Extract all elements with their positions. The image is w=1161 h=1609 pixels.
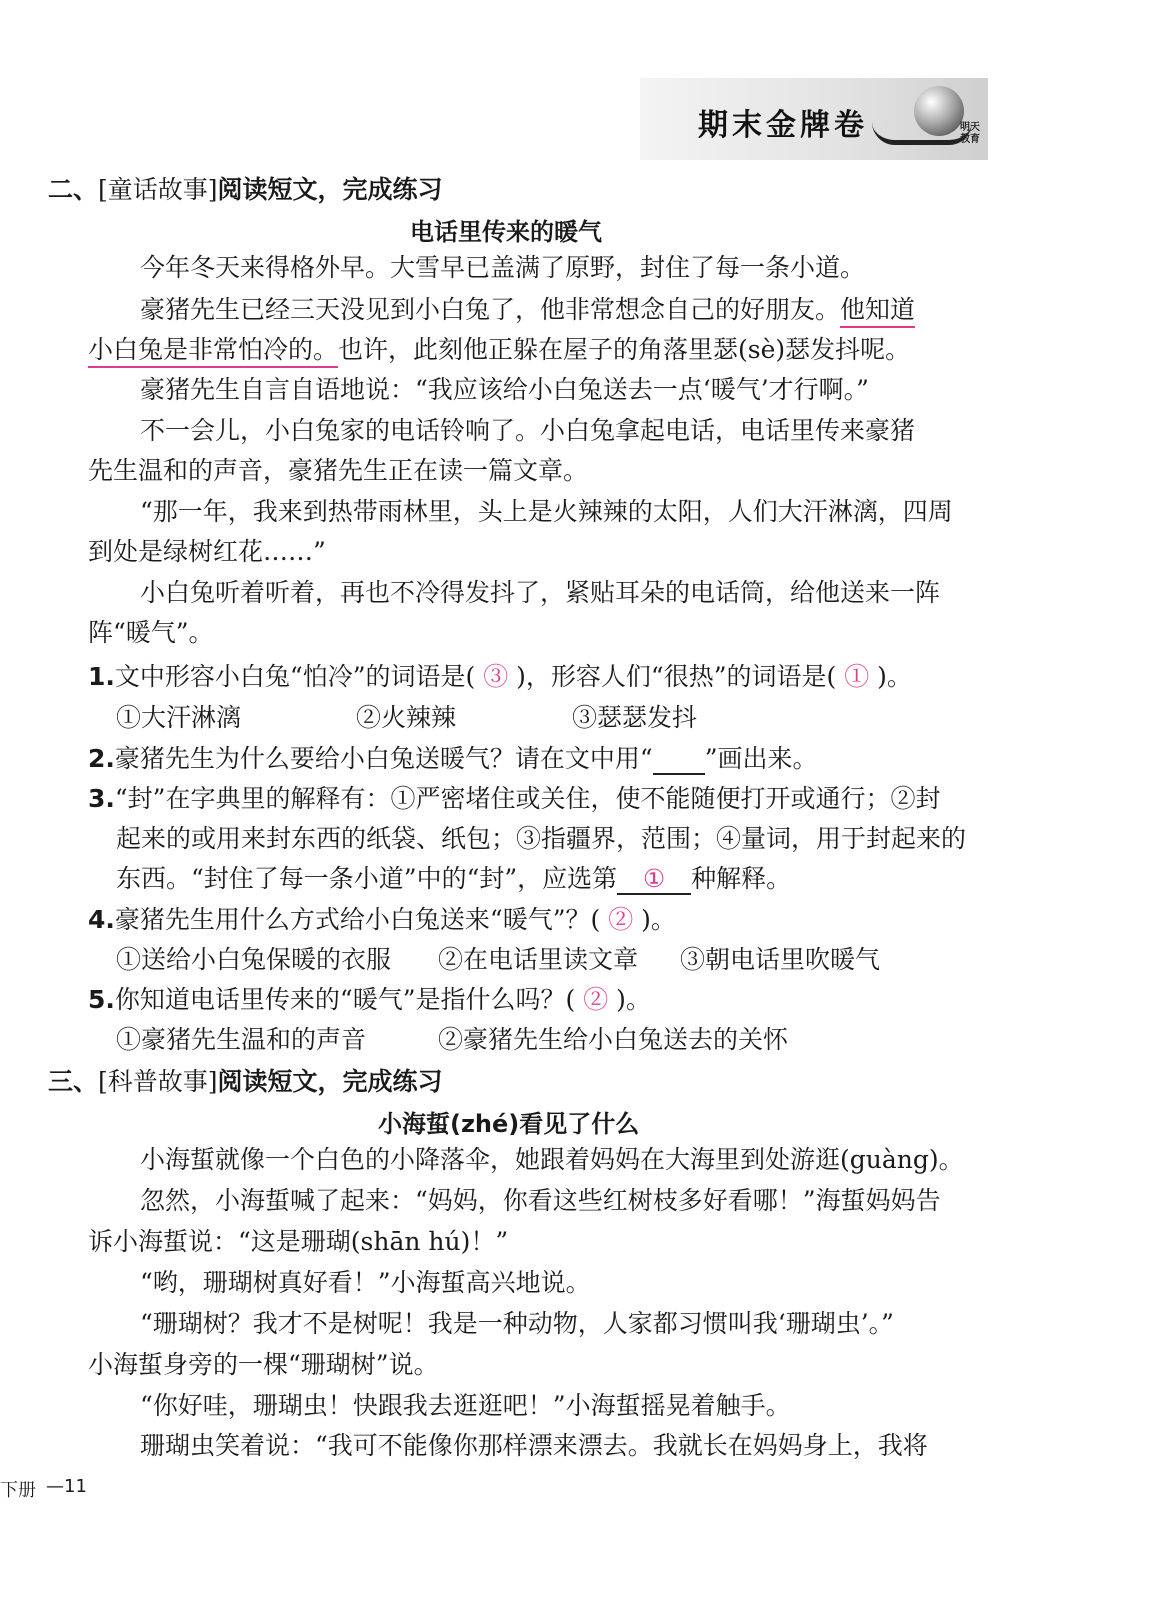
question-4-option-3: ③朝电话里吹暖气 (680, 945, 881, 974)
question-2 (88, 739, 817, 775)
story1-paragraph-1: 今年冬天来得格外早。大雪早已盖满了原野，封住了每一条小道。 (140, 253, 866, 282)
question-5-number: 5. (88, 985, 115, 1014)
question-1-answer-2: ① (844, 662, 870, 691)
question-5-text-b: )。 (616, 985, 651, 1014)
section2-instruction: 阅读短文，完成练习 (217, 175, 443, 204)
question-3-answer-blank (617, 864, 691, 895)
story2-paragraph-4-line-1: “珊瑚树？我才不是树呢！我是一种动物，人家都习惯叫我‘珊瑚虫’。” (140, 1309, 894, 1338)
story2-paragraph-1: 小海蜇就像一个白色的小降落伞，她跟着妈妈在大海里到处游逛(guàng)。 (140, 1145, 964, 1174)
question-4-option-2: ②在电话里读文章 (438, 945, 639, 974)
header-banner (640, 78, 988, 160)
question-5-text-a: 你知道电话里传来的“暖气”是指什么吗？( (114, 985, 576, 1014)
story2-paragraph-2-line-2: 诉小海蜇说：“这是珊瑚(shān hú)！” (88, 1227, 509, 1256)
question-3-line-2: 起来的或用来封东西的纸袋、纸包；③指疆界，范围；④量词，用于封起来的 (116, 824, 967, 853)
footer-page-number: —11 (46, 1476, 87, 1497)
question-5-option-1: ①豪猪先生温和的声音 (116, 1025, 367, 1054)
question-4-option-1: ①送给小白兔保暖的衣服 (116, 945, 392, 974)
question-1 (88, 657, 912, 693)
story1-paragraph-5-line-1: “那一年，我来到热带雨林里，头上是火辣辣的太阳，人们大汗淋漓，四周 (140, 497, 953, 526)
story1-paragraph-6-line-1: 小白兔听着听着，再也不冷得发抖了，紧贴耳朵的电话筒，给他送来一阵 (140, 578, 941, 607)
story2-paragraph-3: “哟，珊瑚树真好看！”小海蜇高兴地说。 (140, 1268, 591, 1297)
question-1-text-c: )。 (877, 662, 912, 691)
question-4 (88, 900, 676, 936)
question-2-text: 豪猪先生为什么要给小白兔送暖气？请在文中用“ (114, 744, 653, 773)
question-1-answer-1: ③ (483, 662, 509, 691)
question-5-option-2: ②豪猪先生给小白兔送去的关怀 (438, 1025, 789, 1054)
question-2-text-end: ”画出来。 (704, 744, 818, 773)
footer-volume: 下册 (0, 1480, 36, 1501)
question-1-option-2: ②火辣辣 (356, 703, 457, 732)
question-5-answer: ② (583, 985, 609, 1014)
story2-title: 小海蜇(zhé)看见了什么 (378, 1110, 640, 1138)
question-1-option-1: ①大汗淋漓 (116, 703, 242, 732)
question-4-text-b: )。 (641, 905, 676, 934)
banner-ball-graphic (914, 86, 964, 136)
section3-instruction: 阅读短文，完成练习 (217, 1067, 443, 1096)
question-2-underline-sample (653, 744, 705, 775)
story1-paragraph-6-line-2: 阵“暖气”。 (88, 618, 214, 647)
question-1-text-a: 文中形容小白兔“怕冷”的词语是( (114, 662, 476, 691)
question-2-number: 2. (88, 744, 115, 773)
question-3-line-3 (116, 859, 791, 895)
question-1-option-3: ③瑟瑟发抖 (572, 703, 698, 732)
question-1-text-b: )，形容人们“很热”的词语是( (516, 662, 837, 691)
story1-paragraph-2-line-1 (140, 290, 915, 330)
question-4-text-a: 豪猪先生用什么方式给小白兔送来“暖气”？( (114, 905, 601, 934)
question-3-number: 3. (88, 784, 115, 813)
question-3-text-1: “封”在字典里的解释有：①严密堵住或关住，使不能随便打开或通行；②封 (114, 784, 941, 813)
story1-underlined-answer-end: 小白兔是非常怕冷的。 (88, 335, 338, 368)
story1-p2-text-end: 也许，此刻他正躲在屋子的角落里瑟(sè)瑟发抖呢。 (338, 335, 911, 364)
story1-paragraph-4-line-2: 先生温和的声音，豪猪先生正在读一篇文章。 (88, 456, 589, 485)
story2-paragraph-2-line-1: 忽然，小海蜇喊了起来：“妈妈，你看这些红树枝多好看哪！”海蜇妈妈告 (140, 1186, 941, 1215)
story1-underlined-answer-start: 他知道 (840, 295, 915, 328)
banner-title: 期末金牌卷 (698, 108, 868, 143)
question-3-answer: ① (642, 864, 666, 893)
question-3-line-1 (88, 779, 940, 815)
story1-p2-text: 豪猪先生已经三天没见到小白兔了，他非常想念自己的好朋友。 (140, 295, 841, 324)
question-4-number: 4. (88, 905, 115, 934)
story1-title: 电话里传来的暖气 (410, 218, 602, 246)
question-4-answer: ② (608, 905, 634, 934)
question-3-text-3-end: 种解释。 (691, 864, 792, 893)
section2-tag: [童话故事] (98, 175, 218, 204)
story1-paragraph-2-line-2 (88, 330, 910, 370)
story1-paragraph-5-line-2: 到处是绿树红花……” (88, 537, 326, 566)
story2-paragraph-4-line-2: 小海蜇身旁的一棵“珊瑚树”说。 (88, 1350, 439, 1379)
story1-paragraph-4-line-1: 不一会儿，小白兔家的电话铃响了。小白兔拿起电话，电话里传来豪猪 (140, 416, 916, 445)
question-1-number: 1. (88, 662, 115, 691)
section3-heading (48, 1062, 443, 1098)
story2-paragraph-5: “你好哇，珊瑚虫！快跟我去逛逛吧！”小海蜇摇晃着触手。 (140, 1391, 791, 1420)
question-3-text-3: 东西。“封住了每一条小道”中的“封”，应选第 (116, 864, 618, 893)
story1-paragraph-3: 豪猪先生自言自语地说：“我应该给小白兔送去一点‘暖气’才行啊。” (140, 375, 869, 404)
section3-tag: [科普故事] (98, 1067, 218, 1096)
section2-heading (48, 170, 443, 206)
question-5 (88, 980, 651, 1016)
story2-paragraph-6: 珊瑚虫笑着说：“我可不能像你那样漂来漂去。我就长在妈妈身上，我将 (140, 1431, 928, 1460)
publisher-mark: 明天教育 (960, 122, 980, 145)
section2-number: 二、 (48, 175, 99, 204)
section3-number: 三、 (48, 1067, 99, 1096)
